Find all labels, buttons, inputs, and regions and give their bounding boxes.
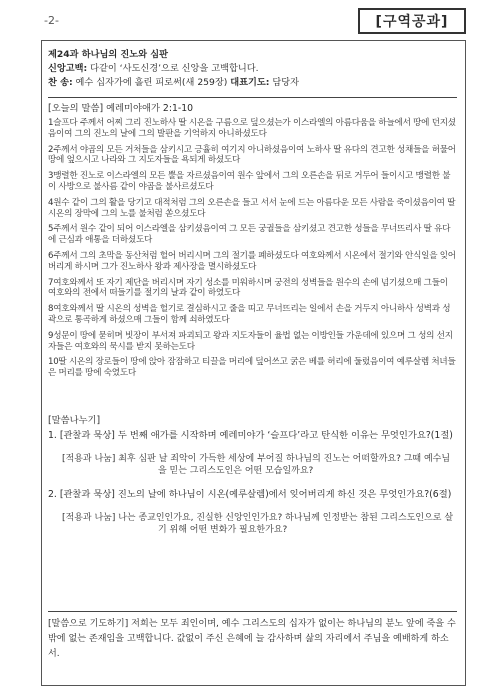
question-2: 2. [관찰과 묵상] 진노의 날에 하나님이 시온(예루살렘)에서 잊어버리게 하신 것은 무엇인가요?(6절) <box>48 489 452 501</box>
discussion-label: [말씀나누기] <box>48 415 101 426</box>
closing-prayer <box>48 617 458 661</box>
hymn-line <box>48 76 457 90</box>
lesson-title-text: 제24과 하나님의 진노와 심판 <box>48 49 169 60</box>
verse-10: 10딸 시온의 장로들이 땅에 앉아 잠잠하고 티끌을 머리에 덮어쓰고 굵은 베를 허리에 둘렀음이여 예루살렘 처녀들은 머리를 땅에 숙였도다 <box>48 357 456 379</box>
hymn-text: 예수 십자가에 흘린 피로써(새 259장) <box>72 77 231 88</box>
verse-8: 8여호와께서 딸 시온의 성벽을 헐기로 결심하시고 줄을 띠고 무너뜨리는 일에서 손을 거두지 아니하사 성벽과 성곽으로 통곡하게 하셨으매 그들이 함께 쇠하였도다 <box>48 304 451 325</box>
closing-prayer-label: [말씀으로 기도하기] <box>48 619 129 629</box>
page-number: -2- <box>44 14 59 27</box>
lesson-header <box>48 48 457 94</box>
verse-9: 9성문이 땅에 묻히며 빗장이 부서져 파괴되고 왕과 지도자들이 율법 없는 이방인들 가운데에 있으며 그 성의 선지자들은 여호와의 묵시를 받지 못하는도다 <box>48 330 453 352</box>
closing-prayer-text: 저희는 모두 죄인이며, 예수 그리스도의 십자가 없이는 하나님의 분노 앞에 죽을 수밖에 없는 존재임을 고백합니다. 값없이 주신 은혜에 늘 감사하며 삶의 자리에서 주님을 예배하게 하소서. <box>48 619 456 659</box>
lesson-title <box>48 48 457 62</box>
confession-label: 신앙고백: <box>48 63 88 74</box>
verse-4: 4원수 같이 그의 활을 당기고 대적처럼 그의 오른손을 들고 서서 눈에 드는 아름다운 모든 사람을 죽이셨음이여 딸 시온의 장막에 그의 노를 불처럼 쏟으셨도다 <box>48 197 456 219</box>
application-1: [적용과 나눔] 최후 심판 날 죄악이 가득한 세상에 부어질 하나님의 진노는 어떠할까요? 그때 예수님을 믿는 그리스도인은 어떤 모습일까요? <box>62 453 451 476</box>
hymn-label: 찬 송: <box>48 77 73 88</box>
verse-5: 5주께서 원수 같이 되어 이스라엘을 삼키셨음이여 그 모든 궁궐들을 삼키셨고 견고한 성들을 무너뜨리사 딸 유다에 근심과 애통을 더하셨도다 <box>48 224 451 246</box>
divider <box>48 97 457 98</box>
reading-reference: 예레미야애가 2:1-10 <box>103 103 194 114</box>
confession-line <box>48 62 457 76</box>
discussion-section <box>48 414 458 549</box>
prayer-leader-text: 담당자 <box>269 77 299 88</box>
question-1: 1. [관찰과 묵상] 두 번째 애가를 시작하며 예레미야가 ‘슬프다’라고 탄식한 이유는 무엇인가요?(1절) <box>48 430 453 441</box>
verse-3: 3맹렬한 진노로 이스라엘의 모든 뿔을 자르셨음이여 원수 앞에서 그의 오른손을 뒤로 거두어 들이시고 맹렬한 불이 사방으로 불사름 같이 야곱을 불사르셨도다 <box>48 171 451 192</box>
divider <box>48 611 457 612</box>
section-tag: [구역공과] <box>358 8 466 34</box>
verse-6: 6주께서 그의 초막을 동산처럼 헐어 버리시며 그의 절기를 폐하셨도다 여호와께서 시온에서 절기와 안식일을 잊어버리게 하시며 그가 진노하사 왕과 제사장을 멸시하셨도다 <box>48 250 456 272</box>
prayer-leader-label: 대표기도: <box>230 77 270 88</box>
verse-1: 1슬프다 주께서 어찌 그리 진노하사 딸 시온을 구름으로 덮으셨는가 이스라엘의 아름다움을 하늘에서 땅에 던지셨음이여 그의 진노의 날에 그의 발판을 기억하지 아니하셨도다 <box>48 118 456 139</box>
verse-7: 7여호와께서 또 자기 제단을 버리시며 자기 성소를 미워하시며 궁전의 성벽들을 원수의 손에 넘기셨으매 그들이 여호와의 전에서 떠들기를 절기의 날과 같이 하였도다 <box>48 277 448 299</box>
confession-text: 다같이 ‘사도신경’으로 신앙을 고백합니다. <box>87 63 259 74</box>
reading-title <box>48 101 458 116</box>
verse-2: 2주께서 야곱의 모든 거처들을 삼키시고 긍휼히 여기지 아니하셨음이여 노하사 딸 유다의 견고한 성채들을 허물어 땅에 엎으시고 나라와 그 지도자들을 욕되게 하셨도다 <box>48 144 456 166</box>
application-2: [적용과 나눔] 나는 종교인인가요, 진실한 신앙인인가요? 하나님께 인정받는 참된 그리스도인으로 살기 위해 어떤 변화가 필요한가요? <box>62 513 454 536</box>
reading-label: [오늘의 말씀] <box>48 103 104 114</box>
